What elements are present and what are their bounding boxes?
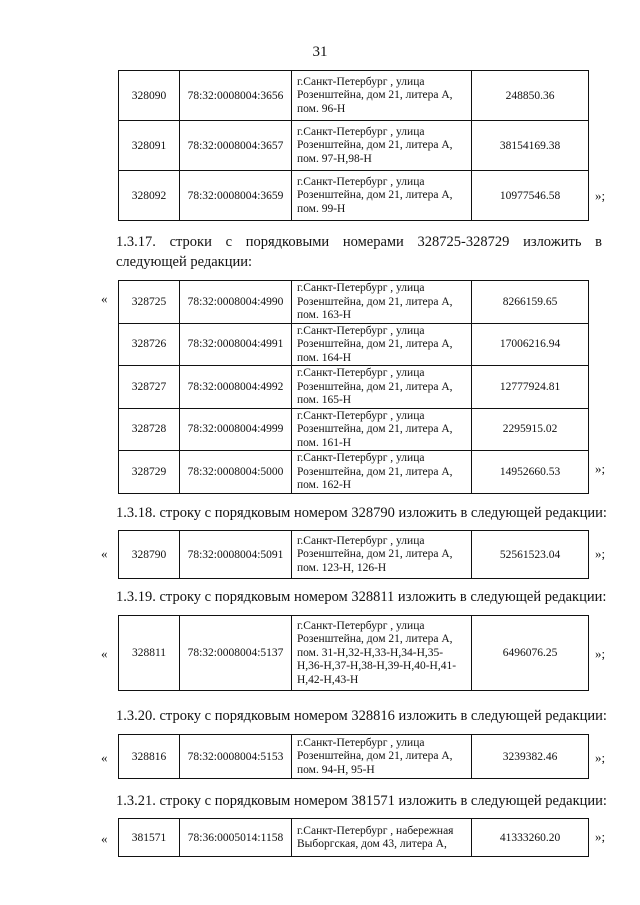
opening-quote: « [101,750,108,765]
cadastral-number: 78:32:0008004:5153 [180,735,292,779]
row-number: 328727 [119,366,180,409]
cadastral-value: 3239382.46 [472,735,589,779]
closing-quote: »; [595,188,606,203]
cadastral-value: 14952660.53 [472,451,589,494]
cadastral-number: 78:36:0005014:1158 [180,819,292,857]
row-number: 328729 [119,451,180,494]
row-number: 328811 [119,616,180,691]
table-row [119,71,589,121]
cadastral-number: 78:32:0008004:5137 [180,616,292,691]
section-1-3-18-text: 1.3.18. строку с порядковым номером 328790 изложить в следующей редакции: [116,505,607,521]
closing-quote: »; [595,546,606,561]
section-1-3-19-text: 1.3.19. строку с порядковым номером 328811 изложить в следующей редакции: [116,589,607,605]
cadastral-value: 8266159.65 [472,281,589,324]
cadastral-value: 2295915.02 [472,408,589,451]
address: г.Санкт-Петербург , улица Розенштейна, дом 21, литера А, пом. 99-Н [292,171,472,221]
row-number: 328725 [119,281,180,324]
address: г.Санкт-Петербург , набережная Выборгская, дом 43, литера А, [292,819,472,857]
address: г.Санкт-Петербург , улица Розенштейна, дом 21, литера А, пом. 123-Н, 126-Н [292,531,472,579]
section-1-3-17-text: 1.3.17. строки с порядковыми номерами 328725-328729 изложить в следующей редакции: [116,234,602,270]
table-row [119,819,589,857]
cadastral-number: 78:32:0008004:4990 [180,281,292,324]
address: г.Санкт-Петербург , улица Розенштейна, дом 21, литера А, пом. 97-Н,98-Н [292,121,472,171]
table-row [119,171,589,221]
closing-quote: »; [595,646,606,661]
opening-quote: « [101,546,108,561]
cadastral-value: 6496076.25 [472,616,589,691]
cadastral-value: 38154169.38 [472,121,589,171]
closing-quote: »; [595,461,606,476]
cadastral-value: 17006216.94 [472,323,589,366]
cadastral-value: 10977546.58 [472,171,589,221]
cadastral-number: 78:32:0008004:4992 [180,366,292,409]
row-number: 328726 [119,323,180,366]
table-1-3-17 [118,280,589,494]
address: г.Санкт-Петербург , улица Розенштейна, дом 21, литера А, пом. 161-Н [292,408,472,451]
row-number: 328090 [119,71,180,121]
closing-quote: »; [595,750,606,765]
table-row [119,616,589,691]
cadastral-value: 12777924.81 [472,366,589,409]
cadastral-number: 78:32:0008004:4999 [180,408,292,451]
row-number: 328092 [119,171,180,221]
address: г.Санкт-Петербург , улица Розенштейна, дом 21, литера А, пом. 94-Н, 95-Н [292,735,472,779]
table-1-3-21 [118,818,589,857]
cadastral-number: 78:32:0008004:5091 [180,531,292,579]
table-row [119,281,589,324]
cadastral-number: 78:32:0008004:3659 [180,171,292,221]
cadastral-number: 78:32:0008004:3657 [180,121,292,171]
cadastral-number: 78:32:0008004:4991 [180,323,292,366]
cadastral-value: 248850.36 [472,71,589,121]
table-row [119,735,589,779]
page-number: 31 [312,44,328,60]
row-number: 328790 [119,531,180,579]
opening-quote: « [101,646,108,661]
address: г.Санкт-Петербург , улица Розенштейна, дом 21, литера А, пом. 31-Н,32-Н,33-Н,34-Н,35-Н,36-Н,37-Н,38-Н,39-Н,40-Н,41-Н,42-Н,43-Н [292,616,472,691]
closing-quote: »; [595,829,606,844]
table-row [119,408,589,451]
address: г.Санкт-Петербург , улица Розенштейна, дом 21, литера А, пом. 164-Н [292,323,472,366]
table-row [119,531,589,579]
section-1-3-20-text: 1.3.20. строку с порядковым номером 328816 изложить в следующей редакции: [116,708,607,724]
table-1-3-18 [118,530,589,579]
table-continued [118,70,589,221]
row-number: 328091 [119,121,180,171]
address: г.Санкт-Петербург , улица Розенштейна, дом 21, литера А, пом. 163-Н [292,281,472,324]
address: г.Санкт-Петербург , улица Розенштейна, дом 21, литера А, пом. 165-Н [292,366,472,409]
cadastral-number: 78:32:0008004:5000 [180,451,292,494]
cadastral-value: 41333260.20 [472,819,589,857]
address: г.Санкт-Петербург , улица Розенштейна, дом 21, литера А, пом. 162-Н [292,451,472,494]
cadastral-value: 52561523.04 [472,531,589,579]
row-number: 328816 [119,735,180,779]
opening-quote: « [101,291,108,306]
table-1-3-19 [118,615,589,691]
row-number: 328728 [119,408,180,451]
table-row [119,451,589,494]
table-row [119,121,589,171]
row-number: 381571 [119,819,180,857]
section-1-3-21-text: 1.3.21. строку с порядковым номером 381571 изложить в следующей редакции: [116,793,607,809]
opening-quote: « [101,831,108,846]
table-row [119,323,589,366]
cadastral-number: 78:32:0008004:3656 [180,71,292,121]
table-row [119,366,589,409]
table-1-3-20 [118,734,589,779]
address: г.Санкт-Петербург , улица Розенштейна, дом 21, литера А, пом. 96-Н [292,71,472,121]
